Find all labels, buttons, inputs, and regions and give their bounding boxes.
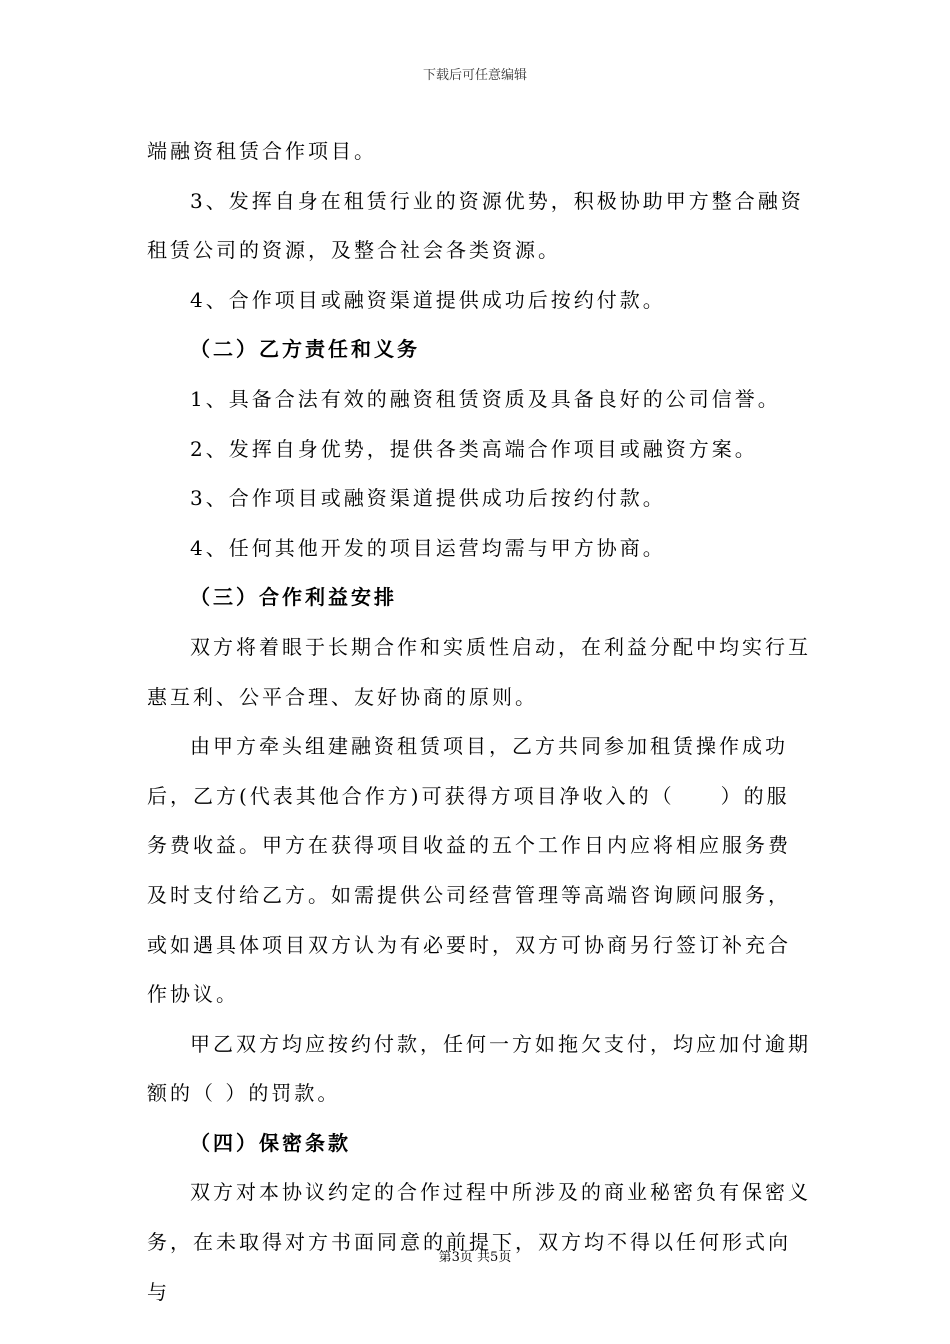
page-number: 第3页 共5页 xyxy=(438,1250,512,1265)
paragraph-item: 2、发挥自身优势，提供各类高端合作项目或融资方案。 xyxy=(190,436,758,461)
paragraph-body: 甲乙双方均应按约付款，任何一方如拖欠支付，均应加付逾期额的（ ）的罚款。 xyxy=(147,1031,811,1106)
paragraph-item: 3、合作项目或融资渠道提供成功后按约付款。 xyxy=(190,486,666,511)
section-heading: （二）乙方责任和义务 xyxy=(190,337,420,362)
paragraph-continuation: 端融资租赁合作项目。 xyxy=(147,139,377,163)
paragraph-body: 由甲方牵头组建融资租赁项目，乙方共同参加租赁操作成功后，乙方(代表其他合作方)可获得方项目净收入的（ ）的服务费收益。甲方在获得项目收益的五个工作日内应将相应服务费及时支付给乙方。如需提供公司经营管理等高端咨询顾问服务，或如遇具体项目双方认为有必要时，双方可协商另行签订补充合作协议。 xyxy=(147,734,791,1007)
paragraph-item: 4、合作项目或融资渠道提供成功后按约付款。 xyxy=(190,287,666,312)
document-body xyxy=(147,127,812,1317)
paragraph-item: 3、发挥自身在租赁行业的资源优势，积极协助甲方整合融资租赁公司的资源，及整合社会各类资源。 xyxy=(147,188,804,263)
paragraph-item: 4、任何其他开发的项目运营均需与甲方协商。 xyxy=(190,535,666,560)
paragraph-body: 双方将着眼于长期合作和实质性启动，在利益分配中均实行互惠互利、公平合理、友好协商的原则。 xyxy=(147,634,811,709)
page-header: 下载后可任意编辑 xyxy=(422,68,527,83)
section-heading: （四）保密条款 xyxy=(190,1130,351,1155)
paragraph-item: 1、具备合法有效的融资租赁资质及具备良好的公司信誉。 xyxy=(190,386,781,411)
paragraph-body: 双方对本协议约定的合作过程中所涉及的商业秘密负有保密义务，在未取得对方书面同意的前提下，双方均不得以任何形式向与 xyxy=(147,1180,811,1304)
section-heading: （三）合作利益安排 xyxy=(190,585,397,610)
